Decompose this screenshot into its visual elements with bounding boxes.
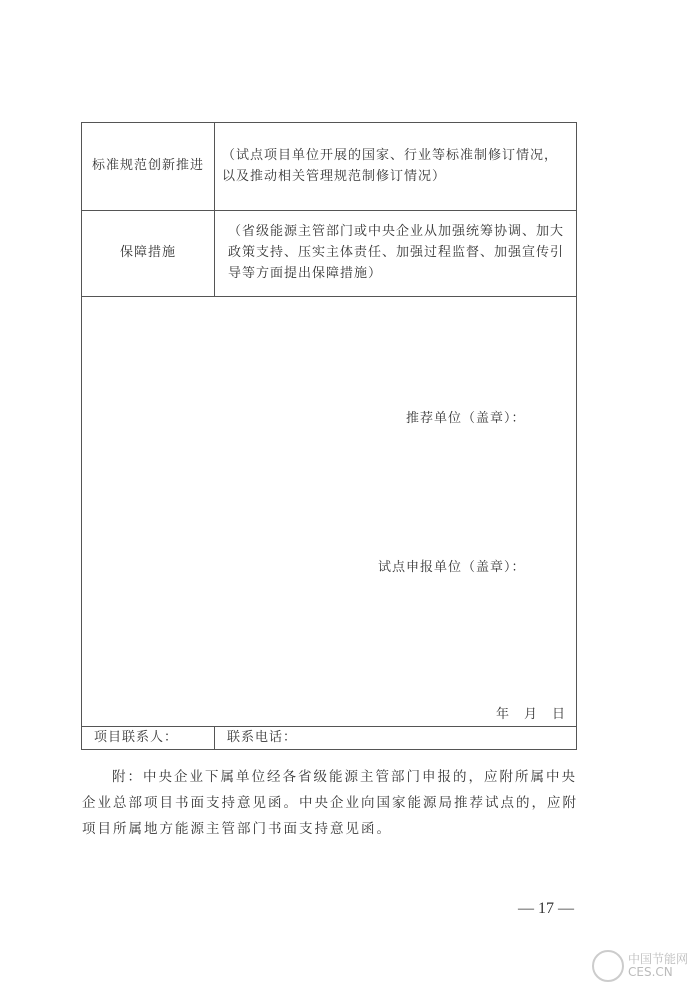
column-divider bbox=[214, 123, 215, 297]
date-label: 年 月 日 bbox=[496, 707, 567, 722]
contact-person-label: 项目联系人： bbox=[94, 730, 179, 745]
row-content-safeguards: （省级能源主管部门或中央企业从加强统筹协调、加大 bbox=[228, 224, 565, 239]
row-content-standards: 以及推动相关管理规范制修订情况） bbox=[222, 169, 447, 184]
row-label-standards: 标准规范创新推进 bbox=[92, 158, 205, 173]
row-divider bbox=[82, 726, 576, 727]
row-content-safeguards: 政策支持、压实主体责任、加强过程监督、加强宣传引 bbox=[228, 245, 565, 260]
row-content-safeguards: 导等方面提出保障措施） bbox=[228, 266, 383, 281]
watermark-text: 中国节能网 bbox=[628, 952, 689, 966]
watermark-logo bbox=[592, 950, 688, 982]
application-form-table bbox=[81, 122, 577, 750]
row-divider bbox=[82, 210, 576, 211]
attachment-note: 附：中央企业下属单位经各省级能源主管部门申报的，应附所属中央企业总部项目书面支持意见函。中央企业向国家能源局推荐试点的，应附项目所属地方能源主管部门书面支持意见函。 bbox=[82, 769, 578, 837]
row-label-safeguards: 保障措施 bbox=[120, 245, 177, 260]
page-number: — 17 — bbox=[518, 900, 574, 917]
row-divider bbox=[82, 296, 576, 297]
column-divider bbox=[214, 726, 215, 750]
contact-phone-label: 联系电话： bbox=[227, 730, 298, 745]
row-content-standards: （试点项目单位开展的国家、行业等标准制修订情况， bbox=[222, 148, 559, 163]
watermark-text: CES.CN bbox=[628, 965, 673, 979]
recommender-seal-label: 推荐单位（盖章）： bbox=[406, 411, 526, 426]
logo-icon bbox=[592, 950, 624, 982]
applicant-seal-label: 试点申报单位（盖章）： bbox=[378, 560, 526, 575]
